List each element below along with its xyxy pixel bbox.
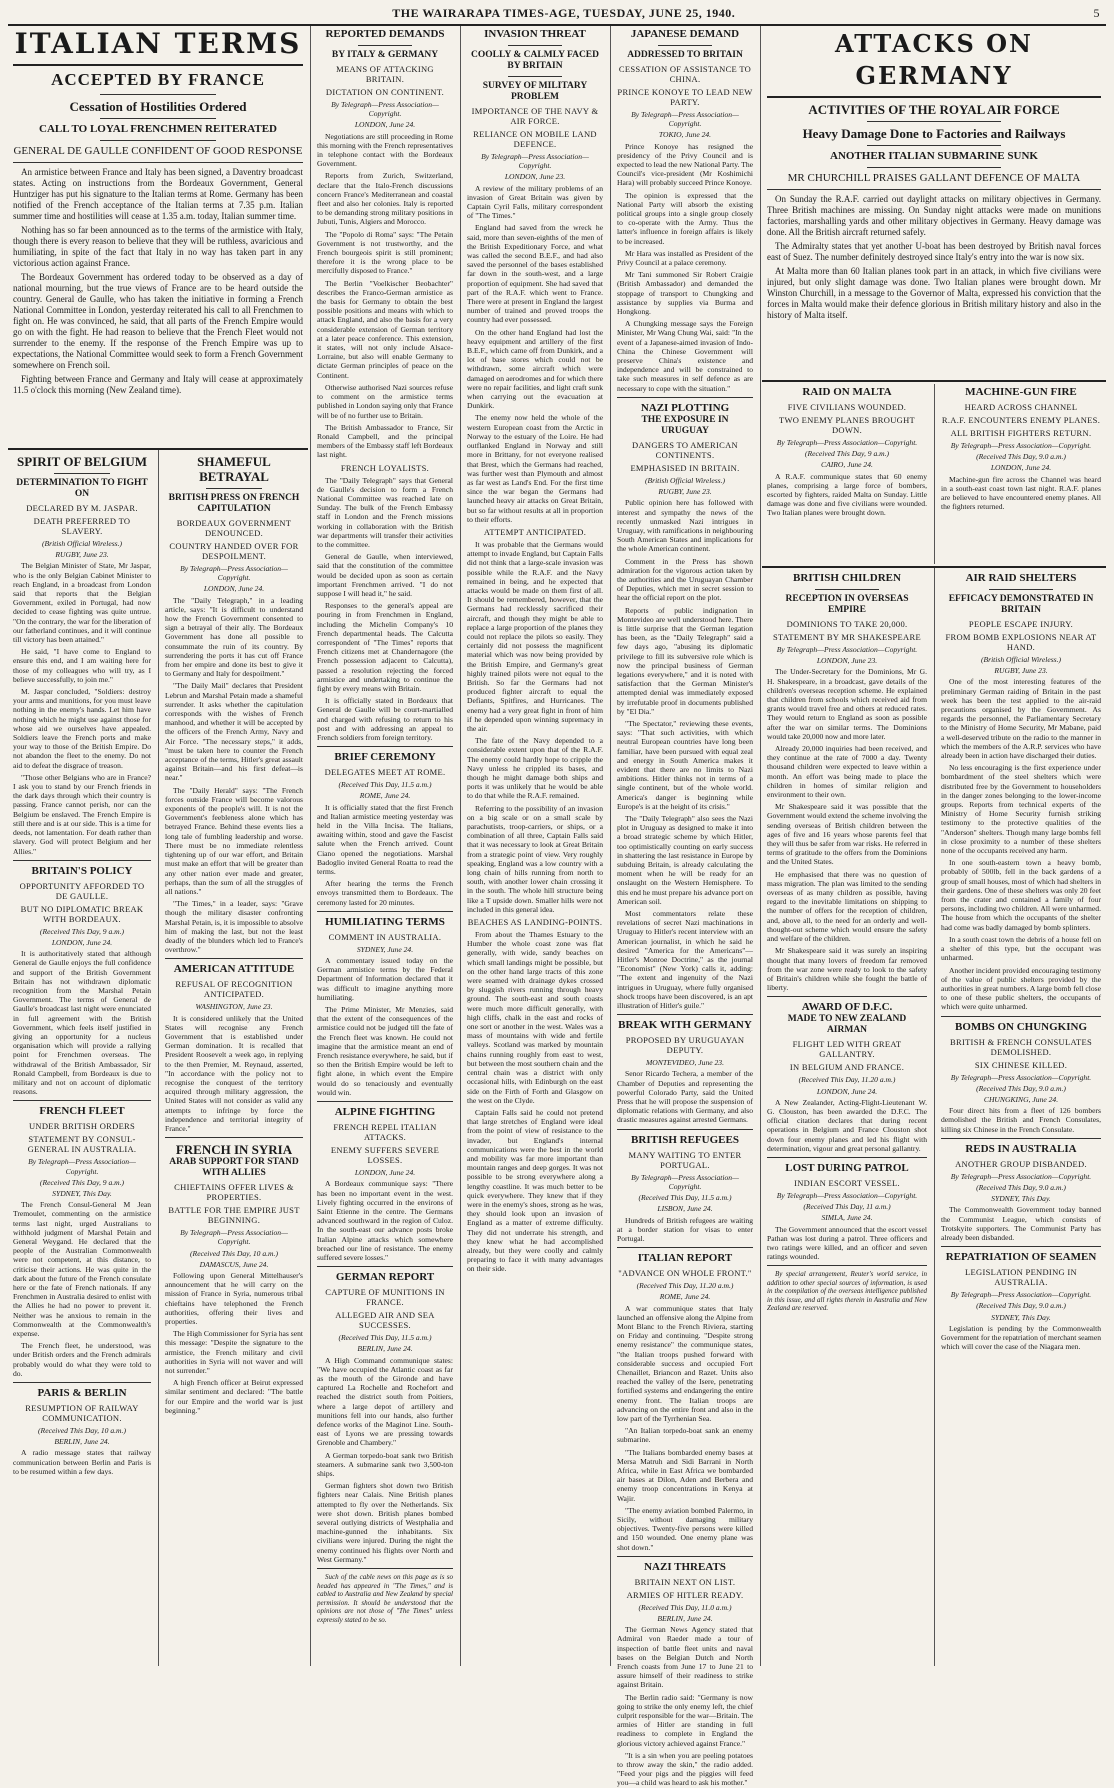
dateline: CHUNGKING, June 24. [983, 1094, 1059, 1104]
subhead-submarine-sunk: ANOTHER ITALIAN SUBMARINE SUNK [830, 150, 1038, 162]
caption: STATEMENT BY CONSUL-GENERAL IN AUSTRALIA. [27, 1134, 137, 1155]
paragraph: A high French officer at Beirut expressed similar sentiment and declared: "The battle for our Empire and the world war is just beginning." [165, 1378, 303, 1415]
caption: CHIEFTAINS OFFER LIVES & PROPERTIES. [174, 1182, 294, 1203]
caption: HEARD ACROSS CHANNEL [964, 402, 1078, 412]
paragraph: Another incident provided encouraging testimony of the value of public shelters provided by the authorities in great numbers. A large bomb fell close to one of these public shelters, the occupants of which were quite unharmed. [941, 965, 1101, 1012]
caption: DICTATION ON CONTINENT. [325, 87, 445, 97]
source: By Telegraph—Press Association—Copyright. [950, 1072, 1092, 1082]
headline-air-raid-shelters: AIR RAID SHELTERS [965, 572, 1077, 584]
subhead: DETERMINATION TO FIGHT ON [16, 478, 148, 499]
dateline: LONDON, June 24. [354, 1168, 416, 1178]
paragraph: At Malta more than 60 Italian planes took part in an attack, in which five civilians were injured, but only slight damage was done. Two Italian planes were brought down. Mr Winston Churchill, in a message to the Governor of Malta, expressed his conviction that the forces in Malta would make their defence glorious in British military history and also in the history of Malta itself. [767, 266, 1101, 320]
source: By Telegraph—Press Association—Copyright. [776, 645, 918, 654]
dateline: RUGBY, June 23. [658, 487, 712, 497]
page-number: 5 [1093, 6, 1100, 20]
caption: EMPHASISED IN BRITAIN. [630, 462, 740, 473]
source: By Telegraph—Press Association—Copyright. [481, 152, 589, 171]
headline-nazi-threats: NAZI THREATS [644, 1560, 726, 1573]
paragraph: One of the most interesting features of the preliminary German raiding of Britain in the past week has been the test applied to the air-raid precautions organised by the Government. As regards the personnel, the Parliamentary Secretary to the Ministry of Home Security, Mr Mabane, paid a well-deserved tribute on the radio to the manner in which the members of the A.R.P. services who have already been in action have discharged their duties. [941, 677, 1101, 761]
headline-british-refugees: BRITISH REFUGEES [631, 1133, 739, 1146]
headline-british-children: BRITISH CHILDREN [793, 572, 901, 584]
dateline: LONDON, June 24. [354, 120, 416, 130]
paragraph: Senor Ricardo Techera, a member of the Chamber of Deputies and representing the powerful Colorado Party, said the United Press that he will propose the suspension of diplomatic relations with Germany, and also drastic measures against arrested Germans. [617, 1069, 753, 1125]
caption: OPPORTUNITY AFFORDED TO DE GAULLE. [19, 880, 145, 901]
dateline: SYDNEY, This Day. [991, 1194, 1051, 1204]
subhead-beaches: BEACHES AS LANDING-POINTS. [467, 917, 603, 928]
paragraph: Referring to the possibility of an invasion on a big scale or on a small scale by parachutists, troop-carriers, or ships, or a combination of all three, Captain Falls said that it was necessary to look at Great Britain from a strategic point of view. Very roughly speaking, England was a low country with a long chain of hills running from north to south, with another lower chain crossing it in the south. The whole hill structure being like a T upside down. Smaller hills were not included in this general idea. [467, 803, 603, 914]
headline-italian-report: ITALIAN REPORT [637, 1252, 733, 1265]
paragraph: The Government announced that the escort vessel Pathan was lost during a patrol. Three officers and two ratings were killed, and an officer and seven ratings wounded. [767, 1224, 927, 1262]
paragraph: The "Daily Telegraph" also sees the Nazi plot in Uruguay as designed to make it into a broad strategic scheme by which Hitler, too optimistically counting on early success in shattering the last resistance in Europe by subduing Britain, is already calculating the moment when he will be ready for an onslaught on the Western Hemisphere. To this end he must prepare his advance port on American soil. [617, 814, 753, 906]
caption: REFUSAL OF RECOGNITION ANTICIPATED. [175, 979, 293, 1000]
caption: MANY WAITING TO ENTER PORTUGAL. [628, 1149, 742, 1170]
paragraph: It is officially stated that the first French and Italian armistice meeting yesterday was held in the Villa Incisa. The Italians, awaiting within, stood and gave the Fascist salute when the French arrived. Count Ciano opened the negotiations. Marshal Badoglio invited General Roatta to read the terms. [317, 802, 453, 877]
caption: MEANS OF ATTACKING BRITAIN. [336, 64, 434, 84]
paragraph: On the other hand England had lost the heavy equipment and artillery of the first B.E.F., which came off from Dunkirk, and a lot of base stores which could not be withdrawn, some aircraft which were damaged on aerodromes and for which there were no repair facilities, and light craft sunk when carrying out the evacuation at Dunkirk. [467, 327, 603, 411]
paragraph: The British Ambassador to France, Sir Ronald Campbell, and the principal members of the Embassy staff left Bordeaux last night. [317, 422, 453, 460]
masthead [8, 6, 1106, 26]
caption: IMPORTANCE OF THE NAVY & AIR FORCE. [471, 106, 599, 126]
caption: SIX CHINESE KILLED. [974, 1059, 1068, 1070]
caption: RELIANCE ON MOBILE LAND DEFENCE. [473, 129, 597, 149]
headline-invasion-threat: INVASION THREAT [484, 28, 586, 40]
headline-japanese-demand: JAPANESE DEMAND [630, 28, 740, 40]
caption: ARMIES OF HITLER READY. [626, 1589, 744, 1600]
caption: BORDEAUX GOVERNMENT DENOUNCED. [176, 518, 292, 538]
column-3 [312, 26, 458, 1666]
subhead-call-to-frenchmen: CALL TO LOYAL FRENCHMEN REITERATED [39, 123, 277, 135]
paragraph: The Commonwealth Government today banned the Communist League, which consists of Trotskyite supporters. The Communist Party has already been disbanded. [941, 1205, 1101, 1242]
paragraph: The fate of the Navy depended to a considerable extent upon that of the R.A.F. The enemy could hardly hope to cripple the Navy unless he crippled its bases, and though he might damage both ships and ports it was unlikely that he would be able to do that while the R.A.F. remained. [467, 736, 603, 801]
paragraph: A Bordeaux communique says: "There has been no important event in the west. Lively fighting occurred in the environs of Saint Etienne in the centre. The Germans advanced southward in the region of Culoz. In the south-east our advance posts broke Italian Alpine attacks which somewhere breached our line of resistance. The enemy suffered severe losses." [317, 1179, 453, 1262]
received: (Received This Day, 9.0 a.m.) [976, 1182, 1066, 1192]
dateline: LONDON, June 23. [504, 172, 566, 182]
caption: "ADVANCE ON WHOLE FRONT." [618, 1268, 752, 1279]
paragraph: Responses to the general's appeal are pouring in from Frenchmen in England, including the Michelin Company's 10 French departmental heads. The Calcutta correspondent of "The Times" reports that French citizens met at Chandernagore (the French possession adjacent to Calcutta), passed a resolution rejecting the forced armistice and undertaking to continue the fight by every means with Britain. [317, 601, 453, 693]
headline-american-attitude: AMERICAN ATTITUDE [173, 963, 295, 976]
dateline: LONDON, June 24. [990, 463, 1052, 473]
received: (Received This Day, 11.0 a.m.) [638, 1602, 732, 1612]
caption: FLIGHT LED WITH GREAT GALLANTRY. [792, 1039, 902, 1060]
paragraph: On Sunday the R.A.F. carried out daylight attacks on military objectives in Germany. Three British machines are missing. On Sunday night attacks were made on munitions factories, marshalling yards and other military objectives in Germany. Heavy damage was done. All the British aircraft returned safely. [767, 194, 1101, 237]
paragraph: He emphasised that there was no question of mass migration. The plan was limited to the sending overseas of as many children as possible, having regard to the inevitable limitations on shipping to the number of offers for the reception of children, and, above all, to the need for an orderly and well-thought-out scheme which would ensure the safety and welfare of the children. [767, 869, 927, 944]
caption: INDIAN ESCORT VESSEL. [794, 1177, 900, 1188]
subhead-churchill-malta: MR CHURCHILL PRAISES GALLANT DEFENCE OF MALTA [787, 172, 1081, 184]
paragraph: General de Gaulle, when interviewed, said that the constitution of the committee would be decided upon as soon as certain important Frenchmen arrived. "I do not suppose I will head it," he said. [317, 552, 453, 598]
headline-french-in-syria: FRENCH IN SYRIA [175, 1142, 293, 1158]
dateline: MONTEVIDEO, June 23. [645, 1058, 725, 1068]
caption: BATTLE FOR THE EMPIRE JUST BEGINNING. [168, 1205, 300, 1226]
dateline: SIMLA, June 24. [821, 1213, 873, 1223]
paragraph: Most commentators relate these revelations of secret Nazi machinations in Uruguay to Hitler's recent interview with an American journalist, in which he said he desired "America for the Americans"—Hitler's Monroe Doctrine," as the journal "Economist" (New York) calls it, adding: "The extent and ingenuity of the Nazi intrigues in Uruguay, where fully organised shock troops have been discovered, is an apt illustration of Hitler's guile." [617, 909, 753, 1011]
paragraph: Fighting between France and Germany and Italy will cease at approximately 11.5 o'clock this morning (New Zealand time). [13, 374, 303, 395]
received: (Received This Day, 10 a.m.) [38, 1426, 126, 1436]
headline-nazi-plotting: NAZI PLOTTING [640, 401, 730, 414]
headline-humiliating-terms: HUMILIATING TERMS [325, 915, 445, 928]
subhead: EFFICACY DEMONSTRATED IN BRITAIN [948, 594, 1094, 615]
paragraph: No less encouraging is the first experience under bombardment of the steel shelters which were distributed free by the Government to householders in the danger zones belonging to the lower-income groups. Reports from technical experts of the Ministry of Home Security furnish striking testimony to the protective qualities of the "Anderson" shelters. Though many large bombs fell in close proximity to a number of these shelters none of the occupants received any harm. [941, 763, 1101, 856]
caption: BUT NO DIPLOMATIC BREAK WITH BORDEAUX. [20, 903, 144, 924]
subhead: ARAB SUPPORT FOR STAND WITH ALLIES [169, 1157, 299, 1179]
paragraph: The French Consul-General M Jean Tremoulet, commenting on the armistice terms last night, urged Australians to withhold judgment of Marshal Petain and General Weygand. He declared that the people of the Australian Commonwealth were not competent, at this distance, to criticise their actions. He was quite in the dark about the future of the French consulate here or the fate of French nationals. If any Frenchmen in Australia desired to enlist with the Allies he had no power to prevent it. Neither was he anxious to remain in the Commonwealth at the Commonwealth's expense. [13, 1200, 151, 1339]
paragraph: Four direct hits from a fleet of 126 bombers demolished the British and French Consulates, killing six Chinese in the French Consulate. [941, 1106, 1101, 1134]
dateline: BERLIN, June 24. [54, 1437, 110, 1447]
paragraph: Machine-gun fire across the Channel was heard in a south-east coast town last night. R.A.F. planes are believed to have encountered enemy planes. All the fighters returned. [941, 474, 1101, 512]
source: (British Official Wireless.) [980, 655, 1062, 664]
paragraph: The Berlin radio said: "Germany is now going to strike the only enemy left, the chief culprit responsible for the war—Britain. The armies of Hitler are standing in full readiness to complete in England the glorious victory achieved against France." [617, 1692, 753, 1748]
caption: FROM BOMB EXPLOSIONS NEAR AT HAND. [945, 632, 1097, 652]
dateline: LONDON, June 24. [51, 937, 113, 947]
headline-repatriation-of-seamen: REPATRIATION OF SEAMEN [945, 1251, 1097, 1264]
caption: STATEMENT BY MR SHAKESPEARE [773, 632, 921, 642]
paragraph: Public opinion here has followed with interest and sympathy the news of the recently unmasked Nazi intrigues in Uruguay, with ramifications in neighbouring South American States and implications for the whole American continent. [617, 498, 753, 554]
paragraph: Mr Shakespeare said it was possible that the Government would extend the scheme involving the sending overseas of British children between the ages of five and 16 years whose parents feel that they will thus be safer from war risks. He referred in terms of gratitude to the offers from the Dominions and the United States. [767, 802, 927, 867]
subhead: COOLLY & CALMLY FACED BY BRITAIN [471, 50, 599, 71]
received: (Received This Day, 9 a.m.) [804, 449, 890, 459]
paragraph: Nothing has so far been announced as to the terms of the armistice with Italy, though there is every reason to believe that they will be ruthless, avaricious and humiliating, in spite of the fact that Italy in no way has taken part in any victorious action against France. [13, 225, 303, 268]
column-4 [462, 26, 608, 1666]
caption: DECLARED BY M. JASPAR. [26, 503, 138, 513]
caption: PROPOSED BY URUGUAYAN DEPUTY. [625, 1035, 745, 1056]
column-2 [160, 452, 308, 1666]
dateline: ROME, June 24. [659, 1292, 711, 1302]
caption: PRINCE KONOYE TO LEAD NEW PARTY. [617, 87, 753, 107]
paragraph: Already 20,000 inquiries had been received, and they continue at the rate of 7000 a day. Twenty thousand children were expected to leave within a month. An effort was being made to place the children in homes of similar religion and environment to their own. [767, 744, 927, 800]
source: By Telegraph—Press Association—Copyright. [331, 100, 439, 119]
caption: LEGISLATION PENDING IN AUSTRALIA. [965, 1267, 1077, 1288]
headline-raid-on-malta: RAID ON MALTA [802, 386, 892, 398]
paragraph: After hearing the terms the French envoys transmitted them to Bordeaux. The ceremony lasted for 20 minutes. [317, 879, 453, 907]
paragraph: "The Spectator," reviewing these events, says: "That such activities, with which neutral European countries have long been familiar, have been pursued with equal zeal and energy in South America makes it evident that there are no limits to Nazi ambitions. Hitler thinks not in terms of a single continent, but of the whole world. America's danger is beginning while Europe's is at the height of its crisis." [617, 718, 753, 811]
paragraph: The opinion is expressed that the National Party will absorb the existing political groups into a single group closely to co-operate with the Army. Thus the latter's influence in foreign affairs is likely to be increased. [617, 190, 753, 246]
dateline: LONDON, June 24. [816, 1086, 878, 1096]
received: (Received This Day, 11.5 a.m.) [638, 1193, 732, 1203]
paragraph: "The Daily Mail" declares that President Lebrun and Marshal Petain made a shameful surrender. It asks whether the capitulation corresponds with the wishes of French manhood, and whether it will be accepted by the officers of the French Army, Navy and Air Force. "The necessary steps," it adds, "must be taken here to counter the French acceptance of the terms, Hitler's great assault against Britain—and his first defeat—is near." [165, 681, 303, 783]
paragraph: Hundreds of British refugees are waiting at a border station for visas to enter Portugal. [617, 1215, 753, 1243]
paragraph: A review of the military problems of an invasion of Great Britain was given by Captain Cyril Falls, military correspondent of "The Times." [467, 183, 603, 221]
paragraph: The High Commissioner for Syria has sent this message: "Despite the signature to the armistice, the French military and civil authorities in Syria will not waver and will not surrender." [165, 1329, 303, 1376]
subhead-attempt-anticipated: ATTEMPT ANTICIPATED. [483, 526, 587, 537]
paragraph: A German torpedo-boat sank two British steamers. A submarine sank two 3,500-ton ships. [317, 1450, 453, 1478]
received: (Received This Day, 9.0 a.m.) [976, 1083, 1066, 1093]
caption: ALL BRITISH FIGHTERS RETURN. [950, 428, 1092, 438]
paragraph: "The Italians bombarded enemy bases at Mersa Matruh and Sidi Barrani in North Africa, while in East Africa we bombarded air bases at Dilon, Aden and Berbera and enemy troop concentrations in Kenya at Wajir. [617, 1447, 753, 1503]
paragraph: Following upon General Mittelhauser's announcement that he will carry on the mission of France in Syria, numerous tribal chieftains have telephoned the French authorities, offering their lives and properties. [165, 1270, 303, 1326]
received: (Received This Day, 9 a.m.) [39, 1177, 125, 1187]
masthead-title: THE WAIRARAPA TIMES-AGE, TUESDAY, JUNE 25, 1940. [392, 6, 736, 20]
paragraph: Mr Shakespeare said it was surely an inspiring thought that many lovers of freedom far removed from the war zone were ready to look to the safety of Britain's children while she fought the battle of liberty. [767, 946, 927, 993]
dateline: SYDNEY, This Day. [991, 1312, 1051, 1322]
caption: DOMINIONS TO TAKE 20,000. [786, 619, 908, 629]
caption: FIVE CIVILIANS WOUNDED. [787, 402, 907, 412]
headline-italian-terms: ITALIAN TERMS [14, 27, 302, 60]
caption: ANOTHER GROUP DISBANDED. [955, 1158, 1087, 1169]
paragraph: Prince Konoye has resigned the presidency of the Privy Council and is expected to lead the new National Party. The Council's vice-president (Mr Koshimichi Hara) will probably succeed Prince Konoye. [617, 141, 754, 188]
paragraph: Mr Hara was installed as President of the Privy Council at a palace ceremony. [617, 248, 753, 268]
source: By Telegraph—Press Association—Copyright. [180, 564, 288, 583]
dateline: SYDNEY, June 24. [356, 944, 414, 954]
caption: R.A.F. ENCOUNTERS ENEMY PLANES. [941, 415, 1101, 425]
paragraph: The Admiralty states that yet another U-boat has been destroyed by British naval forces east of Suez. The number definitely destroyed since Italy's entry into the war is now six. [767, 241, 1101, 262]
received: (Received This Day, 9 a.m.) [39, 926, 125, 936]
paragraph: An armistice between France and Italy has been signed, a Daventry broadcast states. Acting on instructions from the Bordeaux Government, General Huntziger has put his signature to the Italian terms at Rome. Germany has been notified of the French acceptance of the Italian terms at 7.35 p.m. Italian summer time and hostilities will cease at 1.35 a.m. today, Italian summer time. [13, 167, 303, 221]
received: (Received This Day, 11.20 a.m.) [798, 1075, 896, 1085]
dateline: WASHINGTON, June 23. [195, 1002, 273, 1012]
headline-alpine-fighting: ALPINE FIGHTING [334, 1106, 436, 1119]
columns [8, 26, 1106, 1788]
caption: COMMENT IN AUSTRALIA. [328, 931, 442, 942]
paragraph: Comment in the Press has shown admiration for the vigorous action taken by the authorities and the Uruguayan Chamber of Deputies, which met in secret session to hear the official report on the plot. [617, 556, 753, 603]
source: By Telegraph—Press Association—Copyright. [950, 1171, 1092, 1181]
dateline: RUGBY, June 23. [55, 550, 109, 560]
received: (Received This Day, 11.5 a.m.) [338, 1333, 432, 1343]
subhead-cessation: Cessation of Hostilities Ordered [69, 99, 247, 114]
paragraph: The "Daily Telegraph," in a leading article, says: "It is difficult to understand how the French Government consented to sign a betrayal of their ally. The Bordeaux Government has done all possible to consummate the ruin of its country. By surrendering the ports it has cut off France from her empire and done its best to give it to Germany and Italy for despoilment." [165, 595, 303, 679]
column-1 [8, 452, 156, 1666]
paragraph: "An Italian torpedo-boat sank an enemy submarine. [617, 1426, 753, 1445]
paragraph: He said, "I have come to England to ensure this end, and I am waiting here for those of my colleagues who will try, as I believe successfully, to join me." [13, 647, 151, 684]
dateline: DAMASCUS, June 24. [199, 1259, 269, 1269]
paragraph: The Prime Minister, Mr Menzies, said that the extent of the consequences of the armistice could not be judged till the fate of the French fleet was known. He could not imagine that the armistice meant an end of French resistance everywhere, he said, but if so then the British Empire would be left to fight alone, in which event the Empire would do so tenaciously and eventually would win. [317, 1005, 453, 1097]
article-raid-on-malta [762, 384, 932, 564]
source: By Telegraph—Press Association—Copyright. [776, 1190, 918, 1200]
source: By Telegraph—Press Association—Copyright. [180, 1228, 288, 1247]
dateline: LISBON, June 24. [657, 1204, 713, 1214]
paragraph: The "Popolo di Roma" says: "The Petain Government is not trustworthy, and the French bourgeois spirit is still prominent; therefore it is the wrong place to be mercifully disposed to France." [317, 229, 453, 276]
caption: IN BELGIUM AND FRANCE. [789, 1062, 905, 1073]
subhead: BRITISH PRESS ON FRENCH CAPITULATION [168, 493, 300, 514]
received: (Received This Day, 9.0 a.m.) [976, 1301, 1066, 1311]
headline-lost-during-patrol: LOST DURING PATROL [785, 1161, 909, 1174]
subhead: THE EXPOSURE IN URUGUAY [641, 414, 729, 436]
paragraph: England had saved from the wreck he said, more than seven-eighths of the men of the British Expeditionary Force, and what was called the second B.E.F., and had also saved the personnel of the bases established far down in the south-west, and a large proportion of equipment. She had saved that part of the R.A.F. which went to France. There were at present in England the largest number of trained and proved troops the country had ever possessed. [467, 223, 603, 325]
dateline: SYDNEY, This Day. [52, 1188, 112, 1198]
caption: TWO ENEMY PLANES BROUGHT DOWN. [778, 415, 916, 435]
caption: CESSATION OF ASSISTANCE TO CHINA. [618, 64, 752, 84]
paragraph: A High Command communique states: "We have occupied the Atlantic coast as far as the mouth of the Gironde and have captured La Rochelle and Rochefort and reached the district south from Poitiers, where a large depot of artillery and munitions fell into our hands, also further defence works of the Maginot Line. South-east of Lyons we are pressing towards Grenoble and Chambery." [317, 1355, 453, 1448]
column-7 [936, 570, 1106, 1666]
subhead: MADE TO NEW ZEALAND AIRMAN [787, 1014, 907, 1036]
article-attacks-on-germany [762, 26, 1106, 378]
dateline: CAIRO, June 24. [821, 460, 873, 470]
paragraph: A war communique states that Italy launched an offensive along the Alpine from Mont Blanc to the French Riviera, starting on Friday and continuing. "Despite strong enemy resistance" the communique states, "the Italian troops pushed forward with considerable success and occupied Fort Chenaillet, Briancon and Razet. Units also reached the valley of the Isere, penetrating fortified systems and endangering the entire enemy front. The Italian troops are advancing on the entire front and also in the low part of the Tyrrhenian Sea. [617, 1303, 753, 1423]
dateline: ROME, June 24. [359, 791, 411, 801]
headline-britains-policy: BRITAIN'S POLICY [31, 864, 133, 877]
source: By Telegraph—Press Association—Copyright. [28, 1157, 136, 1176]
caption: DELEGATES MEET AT ROME. [324, 767, 446, 778]
source: By Telegraph—Press Association—Copyright. [631, 1172, 739, 1191]
dateline: BERLIN, June 24. [357, 1344, 413, 1354]
paragraph: Reports of public indignation in Montevideo are well understood here. There is little surprise that the German legation has been, as the "Daily Telegraph" said a few days ago, "abusing its diplomatic privilege to fill its subversive role which is now the principal business of German legations everywhere," and it is noted with satisfaction that the German Minister's attempted denial was immediately exposed by irrefutable proof in documents published by "El Dia." [617, 605, 753, 716]
source: By Telegraph—Press Association—Copyright. [776, 438, 918, 447]
dateline: RUGBY, June 23. [994, 666, 1048, 676]
caption: COUNTRY HANDED OVER FOR DESPOILMENT. [169, 541, 299, 561]
subhead-accepted-by-france: ACCEPTED BY FRANCE [51, 70, 265, 89]
paragraph: The "Daily Telegraph" says that General de Gaulle's decision to form a French National Committee was reached late on Sunday. The bulk of the French Embassy staff in London and the French missions working in collaboration with the British war departments will transfer their activities to the committee. [317, 475, 453, 549]
headline-brief-ceremony: BRIEF CEREMONY [334, 751, 436, 764]
paragraph: The Berlin "Voelkischer Beobachter" describes the Franco-German armistice as the basis for Germany to obtain the best possible positions and means with which to attack England, and also the basis for a very considerable extension of German territory at a later peace conference. This extension, it states, will not only include Alsace-Lorraine, but also will enable Germany to dictate German principles of peace on the Continent. [317, 278, 453, 380]
paragraph: "The enemy aviation bombed Palermo, in Sicily, without damaging military objectives. Twenty-five persons were killed and 150 wounded. One enemy plane was shot down." [617, 1505, 753, 1552]
source: By Telegraph—Press Association—Copyright. [631, 110, 739, 129]
paragraph: From about the Thames Estuary to the Humber the whole coast zone was flat generally, with wide, sandy beaches on which small landings might be possible, but on the other hand large tracts of this zone were seamed with drainage dykes crossed by sluggish rivers running through heavy ground. The south-east and south coasts were much more difficult generally, with high cliffs, chalk in the east and rocks of one sort or another in the west. Wales was a mass of mountains with wide and fertile valleys. Scotland was marked by mountain chains running roughly from east to west, but between the most southern chain and the central chain was a district with only occasional hills, with Edinburgh on the east side on the Firth of Forth and Glasgow on the west on the Clyde. [467, 930, 603, 1105]
paragraph: It is authoritatively stated that although General de Gaulle enjoys the full confidence and support of the British Government Britain has not withdrawn diplomatic recognition from the Marshal Petain Government. The terms of General de Gaulle's broadcast last night were enunciated in full agreement with the British Government, which feels itself justified in giving an opportunity for a nucleus organisation which will provide a rallying point for Frenchmen overseas. The withdrawal of the British Ambassador, Sir Ronald Campbell, from Bordeaux is due to military and not on account of diplomatic reasons. [13, 949, 151, 1097]
caption: FRENCH REPEL ITALIAN ATTACKS. [333, 1122, 437, 1143]
column-6 [762, 570, 932, 1666]
subhead: SURVEY OF MILITARY PROBLEM [482, 81, 588, 102]
paragraph: The French fleet, he understood, was under British orders and the French admirals probably would do what they were told to do. [13, 1341, 151, 1378]
received: (Received This Day, 9.0 a.m.) [976, 452, 1066, 462]
paragraph: Otherwise authorised Nazi sources refuse to comment on the armistice terms published in London saying only that France will be of no further use to Britain. [317, 382, 453, 420]
subhead: ADDRESSED TO BRITAIN [627, 50, 743, 60]
headline-shameful-betrayal: SHAMEFUL BETRAYAL [197, 454, 271, 484]
dateline: BERLIN, June 24. [657, 1614, 713, 1623]
column-5 [612, 26, 758, 1788]
paragraph: A New Zealander, Acting-Flight-Lieutenant W. G. Clouston, has been awarded the D.F.C. The official citation declares that during recent operations in Belgium and France Clouston shot down four enemy planes and led his flight with determination, vigour and great personal gallantry. [767, 1097, 927, 1153]
source: By Telegraph—Press Association—Copyright. [950, 441, 1092, 450]
article-italian-terms [8, 26, 308, 446]
source: By Telegraph—Press Association—Copyright. [950, 1290, 1092, 1300]
caption: RESUMPTION OF RAILWAY COMMUNICATION. [25, 1403, 139, 1424]
caption: ENEMY SUFFERS SEVERE LOSSES. [330, 1145, 440, 1166]
paragraph: It was probable that the Germans would attempt to invade England, but Captain Falls did not think that a large-scale invasion was possible while the R.A.F. and the Navy remained in being, and he expected that attacks would be made on them first of all. It should be remembered, however, that the Germans had recklessly sacrificed their aircraft, and though they might be able to replace a large proportion of the planes they could not replace the pilots so easily. They certainly did not possess the magnificent material which was now being provided by the British Empire, and Germany's great highly trained pilots were not equal to the British. So far the Germans had not produced fighter aircraft to equal the Defiants, Spitfires, and Hurricanes. The enemy had a very great fight in front of him if he depended upon winning supremacy in the air. [467, 539, 603, 733]
paragraph: It is officially stated in Bordeaux that General de Gaulle will be court-martialled and charged with refusing to return to his post and with addressing an appeal to French soldiers from foreign territory. [317, 696, 453, 742]
paragraph: Legislation is pending by the Commonwealth Government for the repatriation of merchant seamen which will cover the case of the Niagara men. [941, 1323, 1101, 1352]
subhead-raf-activities: ACTIVITIES OF THE ROYAL AIR FORCE [808, 102, 1060, 117]
subhead-french-loyalists: FRENCH LOYALISTS. [340, 462, 430, 473]
dateline: LONDON, June 24. [203, 584, 265, 594]
source: (British Official Wireless.) [644, 475, 726, 485]
caption: CAPTURE OF MUNITIONS IN FRANCE. [325, 1287, 445, 1308]
reuters-footnote: By special arrangement, Reuter's world service, in addition to other special sources of information, is used in the compilation of the overseas intelligence published in this issue, and all rights therein in Australia and New Zealand are reserved. [767, 1270, 927, 1313]
received: (Received This Day, 11.20 a.m.) [636, 1281, 734, 1291]
headline-french-fleet: FRENCH FLEET [39, 1105, 125, 1118]
source: (British Official Wireless.) [41, 539, 123, 548]
received: (Received This Day, 10 a.m.) [190, 1248, 278, 1258]
subhead: RECEPTION IN OVERSEAS EMPIRE [785, 594, 909, 615]
paragraph: The "Daily Herald" says: "The French forces outside France will become valorous exponents of the people's will. It is not the Government's feebleness alone which has betrayed France. Behind these events lies a long tale of fumbling leadership and worse. There must be no immediate relentless tightening up of our war effort, and Britain must make an effort that will be greater than any other nation ever made and greater, perhaps, than the sum of all the struggles of all nations." [165, 785, 303, 896]
headline-reds-in-australia: REDS IN AUSTRALIA [965, 1142, 1077, 1155]
headline-paris-berlin: PARIS & BERLIN [37, 1387, 127, 1400]
headline-break-with-germany: BREAK WITH GERMANY [618, 1019, 752, 1032]
dateline: LONDON, June 23. [816, 656, 878, 666]
paragraph: The enemy now held the whole of the western European coast from the Arctic in Norway to the estuary of the Loire. He had outflanked England in Norway and still more in Brittany, for not everyone realised that Brest, which the Germans had reached, was further west than Plymouth and almost as far west as Land's End. For the first time since the war began the Germans had launched heavy air attacks on Great Britain, but so far without results at all in proportion to their efforts. [467, 413, 603, 524]
paragraph: The Belgian Minister of State, Mr Jaspar, who is the only Belgian Cabinet Minister to reach England, in a broadcast from London said that reports that the Belgian Government, exiled in Portugal, had now decided to cease fighting was quite untrue. "On the contrary, the war for the liberation of our fatherland continues, and it will continue till victory has been attained." [13, 561, 151, 645]
paragraph: In a south coast town the debris of a house fell on a shelter of this type, but the occupant was unharmed. [941, 934, 1101, 963]
headline-german-report: GERMAN REPORT [335, 1271, 435, 1284]
caption: BRITAIN NEXT ON LIST. [634, 1576, 736, 1587]
headline-machine-gun-fire: MACHINE-GUN FIRE [965, 386, 1077, 398]
caption: UNDER BRITISH ORDERS [28, 1121, 136, 1132]
paragraph: A radio message states that railway communication between Berlin and Paris is to be resumed within a few days. [13, 1448, 151, 1476]
paragraph: The Bordeaux Government has ordered today to be observed as a day of national mourning, but the true views of France are to be heard outside the country. General de Gaulle, who has taken the initiative in forming a French National Committee in London, yesterday reiterated his call to all Frenchmen to fight on. He was convinced, he said, that all parts of the French Empire would go on with the fight. He had reason to believe that the French Fleet would not surrender to the enemy. If the response of the French Empire was up to expectations, the National Committee would seek to form a French Government somewhere on French soil. [13, 272, 303, 370]
caption: ALLEGED AIR AND SEA SUCCESSES. [335, 1310, 435, 1331]
subhead-de-gaulle: GENERAL DE GAULLE CONFIDENT OF GOOD RESPONSE [13, 145, 303, 157]
subhead-heavy-damage: Heavy Damage Done to Factories and Railways [802, 126, 1066, 141]
caption: BRITISH & FRENCH CONSULATES DEMOLISHED. [950, 1036, 1092, 1057]
caption: DANGERS TO AMERICAN CONTINENTS. [632, 439, 738, 460]
paragraph: Reports from Zurich, Switzerland, declare that the Italo-French discussions concern France's Mediterranean and coastal fleet and also her colonies. Italy is reported to be demanding strong military positions in Jubuti, Tunis, Algiers and Morocco. [317, 171, 453, 227]
headline-reported-demands: REPORTED DEMANDS [325, 28, 445, 40]
headline-bombs-on-chungking: BOMBS ON CHUNGKING [954, 1020, 1087, 1033]
paragraph: In one south-eastern town a heavy bomb, probably of 500lb, fell in the back gardens of a group of small houses, most of which had shelters in their gardens. One of these shelters was only 20 feet from the crater and contained a family of four persons, including two children. All were unharmed. The house from which the occupants of the shelter had come was badly damaged by bomb splinters. [941, 858, 1101, 932]
subhead: BY ITALY & GERMANY [331, 50, 439, 60]
paragraph: Captain Falls said he could not pretend that large stretches of England were ideal from the point of view of resistance to the invader, but England's internal communications were the best in the world and mobility was far more important than mountain ranges and deep gorges. It was not possible to be strong everywhere along a lengthy coastline. It was much better to be quick everywhere. They knew that if they were in the enemy's shoes, strong as he was, they should look upon an invasion of England as a matter of extreme difficulty. They did not underrate his strength, and they knew what he had accomplished already, but they were coolly and calmly preparing to face it with many advantages on their side. [467, 1107, 603, 1274]
paragraph: Mr Tani summoned Sir Robert Craigie (British Ambassador) and demanded the stoppage of transport to Chungking and assistance by supplies via Burma and Hongkong. [617, 270, 753, 317]
caption: DEATH PREFERRED TO SLAVERY. [33, 516, 131, 536]
paragraph: German fighters shot down two British fighters near Calais. Nine British planes attempted to fly over the Netherlands. Six were shot down. British planes bombed several outlying districts of Westphalia and machine-gunned the inhabitants. Six civilians were injured. During the night the enemy continued his flights over North and West Germany." [317, 1481, 453, 1564]
received: (Received This Day, 11.5 a.m.) [338, 780, 432, 790]
headline-award-dfc: AWARD OF D.F.C. [801, 1001, 893, 1014]
paragraph: A Chungking message says the Foreign Minister, Mr Wang Chung Wai, said: "In the event of a Japanese-aimed invasion of Indo-China the Chinese Government will preserve China's existence and independence and will be constrained to take such measures in self defence as are necessary to cope with the situation." [617, 319, 753, 393]
paragraph: "It is a sin when you are peeling potatoes to throw away the skin," the radio added. "Feed your pigs and the piggies will feed you—a child was heard to ask his mother." [617, 1750, 753, 1788]
headline-attacks-on-germany: ATTACKS ON GERMANY [835, 29, 1033, 90]
paragraph: It is considered unlikely that the United States will recognise any French Government that is established under German domination. It is recalled that President Roosevelt a week ago, in replying to the then Premier, M. Reynaud, asserted, "In accordance with the policy not to recognise the conquest of the territory acquired through military aggression, the United States will not consider as valid any attempts to infringe by force the independence and territorial integrity of France." [165, 1013, 303, 1133]
paragraph: A R.A.F. communique states that 60 enemy planes, comprising a large force of bombers, escorted by fighters, raided Malta on Sunday. Little damage was done and five civilians were wounded. Two Italian planes were brought down. [767, 471, 927, 518]
dateline: TOKIO, June 24. [658, 130, 712, 140]
article-machine-gun-fire [936, 384, 1106, 564]
paragraph: Negotiations are still proceeding in Rome this morning with the French representatives in telephone contact with the Bordeaux Government. [317, 131, 453, 169]
paragraph: A commentary issued today on the German armistice terms by the Federal Department of Information declared that it was difficult to imagine anything more humiliating. [317, 956, 453, 1002]
paragraph: The Under-Secretary for the Dominions, Mr G. H. Shakespeare, in a broadcast, gave details of the children's overseas reception scheme. He explained that children from schools which received aid from grants would travel free and others at reduced rates. They would return to England as soon as possible after the war on similar terms. The Dominions would take 20,000 now and more later. [767, 667, 927, 741]
caption: PEOPLE ESCAPE INJURY. [968, 619, 1074, 629]
paragraph: The German News Agency stated that Admiral von Raeder made a tour of inspection of battle fleet units and naval bases on the Belgian Dutch and North French coasts from June 17 to June 21 to assure himself of their readiness to strike against Britain. [617, 1625, 753, 1690]
paragraph: M. Jaspar concluded, "Soldiers: destroy your arms and munitions, for you must leave nothing in the enemy's hands. Let him have nothing which he might use against those for whose aid we ourselves have appealed. Soldiers leave the French ports and make your way to those of the British Empire. Do not abandon the fleet to the enemy. Do not aid to defeat the disgrace of treason. [13, 687, 151, 770]
paragraph: "The Times," in a leader, says: "Grave though the military disaster confronting Marshal Petain, is, it is impossible to absolve him of making the last, but not the least deadly of the blunders which led to France's overthrow." [165, 899, 303, 955]
times-footnote: Such of the cable news on this page as is so headed has appeared in "The Times," and is cabled to Australia and New Zealand by special permission. It should be understood that the opinions are not those of "The Times" unless expressly stated to be so. [317, 1573, 453, 1624]
received: (Received This Day, 11 a.m.) [803, 1202, 891, 1212]
headline-spirit-of-belgium: SPIRIT OF BELGIUM [16, 454, 148, 469]
paragraph: "Those other Belgians who are in France? I ask you to stand by our French friends in the dark days through which their country is passing. France cannot perish, nor can the Belgium be enslaved. The French Empire is still there and is at our side. This is a time for deeds, not lamentation. For death rather than slavery. God will protect Belgium and her Allies." [13, 772, 151, 856]
